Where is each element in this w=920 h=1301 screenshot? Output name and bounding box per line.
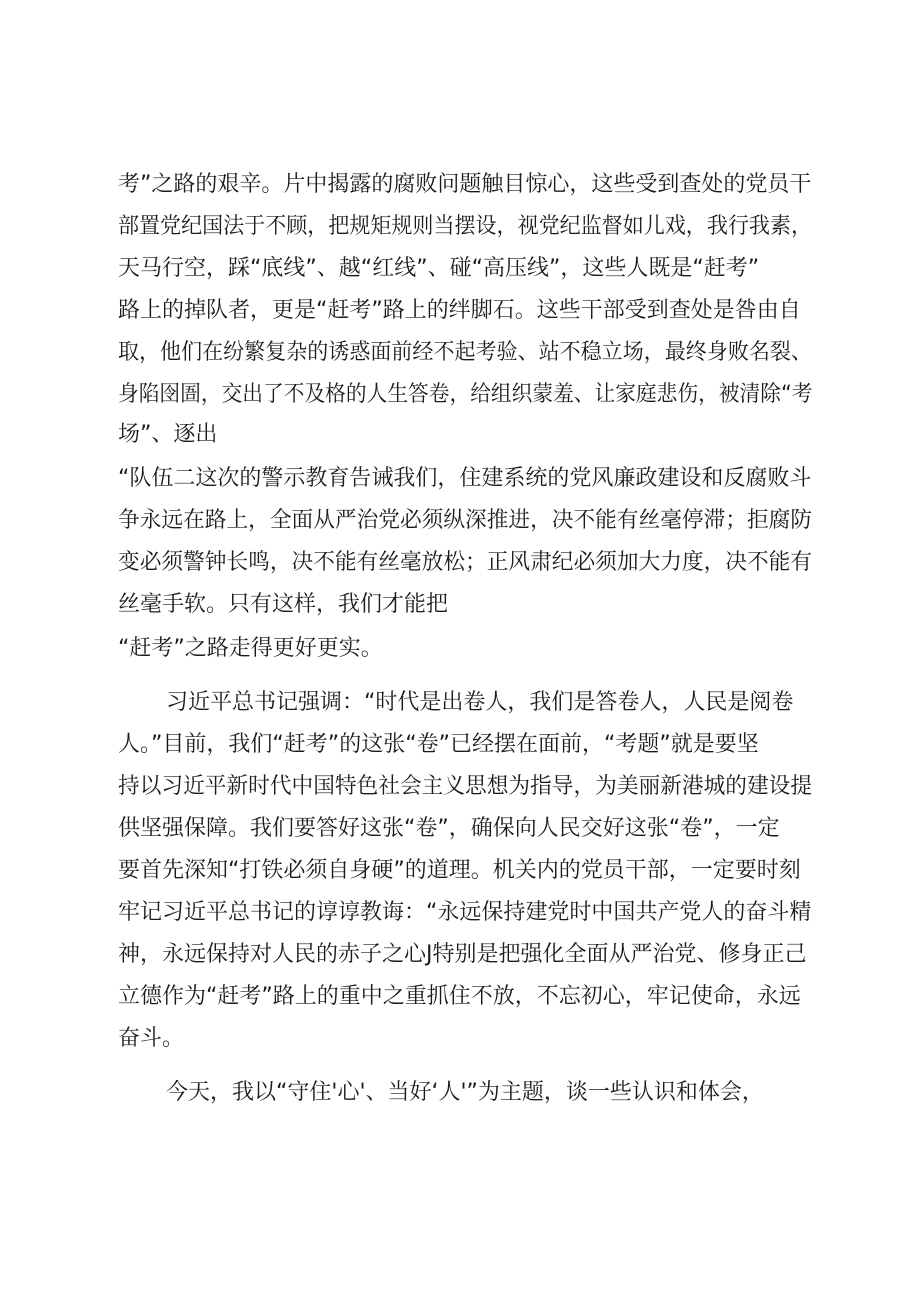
text-line: 持以习近平新时代中国特色社会主义思想为指导，为美丽新港城的建设提 (118, 774, 813, 799)
text-line: 天马行空，踩“底线”、越“红线”、碰“高压线”，这些人既是“赶考” (118, 256, 760, 281)
text-line: 变必须警钟长鸣，决不能有丝毫放松；正风肃纪必须加大力度，决不能有 (118, 550, 813, 575)
text-line: 奋斗。 (118, 1026, 185, 1051)
text-line: 今天，我以“守住'心'、当好‘人'”为主题，谈一些认识和体会， (166, 1080, 764, 1105)
text-line: 人。”目前，我们“赶考”的这张“卷”已经摆在面前，“考题”就是要坚 (118, 732, 759, 757)
text-line: 习近平总书记强调：“时代是出卷人，我们是答卷人，人民是阅卷 (166, 690, 794, 715)
text-line: 神，永远保持对人民的赤子之心J特别是把强化全面从严治党、修身正己 (118, 942, 807, 967)
text-line: “队伍二这次的警示教育告诫我们，住建系统的党风廉政建设和反腐败斗 (118, 466, 812, 491)
text-line: 立德作为“赶考”路上的重中之重抓住不放，不忘初心，牢记使命，永远 (118, 984, 801, 1009)
text-line: 场”、逐出 (118, 422, 218, 447)
text-line: 争永远在路上，全面从严治党必须纵深推进，决不能有丝毫停滞；拒腐防 (118, 508, 813, 533)
text-line: 牢记习近平总书记的谆谆教诲：“永远保持建党时中国共产党人的奋斗精 (118, 900, 812, 925)
text-line: 路上的掉队者，更是“赶考”路上的绊脚石。这些干部受到查处是咎由自 (118, 298, 801, 323)
text-line: 取，他们在纷繁复杂的诱惑面前经不起考验、站不稳立场，最终身败名裂、 (118, 340, 812, 365)
text-line: 考”之路的艰辛。片中揭露的腐败问题触目惊心，这些受到查处的党员干 (118, 172, 812, 197)
text-line: “赶考”之路走得更好更实。 (118, 636, 383, 661)
text-line: 身陷囹圄，交出了不及格的人生答卷，给组织蒙羞、让家庭悲伤，被清除“考 (118, 382, 813, 407)
text-line: 要首先深知“打铁必须自身硬”的道理。机关内的党员干部，一定要时刻 (118, 858, 801, 883)
text-line: 丝毫手软。只有这样，我们才能把 (118, 592, 449, 617)
text-line: 部置党纪国法于不顾，把规矩规则当摆设，视党纪监督如儿戏，我行我素， (118, 214, 812, 239)
text-line: 供坚强保障。我们要答好这张“卷”，确保向人民交好这张“卷”，一定 (118, 816, 780, 841)
